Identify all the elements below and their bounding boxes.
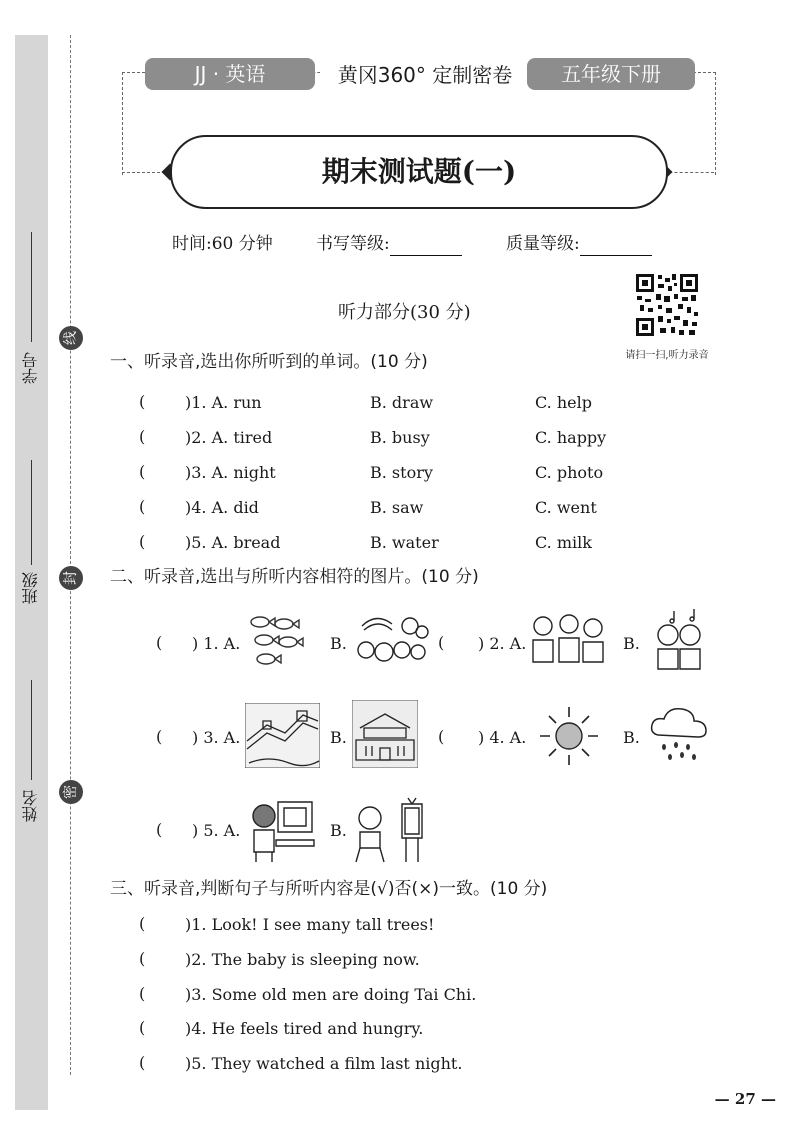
- statement: )4. He feels tired and hungry.: [185, 1019, 424, 1038]
- part2-heading: 二、听录音,选出与所听内容相符的图片。(10 分): [110, 567, 479, 587]
- answer-paren[interactable]: (: [139, 392, 146, 411]
- student-id-blank[interactable]: [31, 232, 32, 342]
- writing-grade-label: 书写等级:: [316, 234, 390, 254]
- qr-caption: 请扫一扫,听力录音: [625, 350, 709, 361]
- singing-kids-picture-icon[interactable]: [650, 605, 708, 675]
- option-a: )2. A. tired: [185, 428, 273, 447]
- class-label: 班级: [21, 572, 40, 604]
- answer-paren[interactable]: (: [139, 1018, 146, 1037]
- great-wall-picture-icon[interactable]: [245, 703, 320, 768]
- option-a: )4. A. did: [185, 498, 259, 517]
- answer-paren[interactable]: (: [156, 727, 163, 746]
- seal-secret-badge: 密: [59, 780, 83, 804]
- boy-tv-picture-icon[interactable]: [352, 796, 430, 864]
- option-a: )3. A. night: [185, 463, 276, 482]
- page-number: — 27 —: [714, 1090, 776, 1108]
- cut-line: [70, 35, 71, 1075]
- qr-code-icon[interactable]: [634, 272, 700, 338]
- class-blank[interactable]: [31, 460, 32, 565]
- item2-b-label: B.: [623, 634, 640, 653]
- statement: )3. Some old men are doing Tai Chi.: [185, 985, 477, 1004]
- children-group-picture-icon[interactable]: [527, 610, 609, 670]
- answer-paren[interactable]: (: [438, 633, 445, 652]
- item3-b-label: B.: [330, 728, 347, 747]
- option-b: B. story: [370, 463, 433, 482]
- option-c: C. help: [535, 393, 592, 412]
- option-b: B. water: [370, 533, 439, 552]
- fruit-picture-icon[interactable]: [352, 612, 432, 664]
- item2-label: ) 2. A.: [478, 634, 527, 653]
- answer-paren[interactable]: (: [139, 984, 146, 1003]
- option-b: B. draw: [370, 393, 434, 412]
- tiananmen-picture-icon[interactable]: [352, 700, 418, 768]
- item3-label: ) 3. A.: [192, 728, 241, 747]
- option-c: C. happy: [535, 428, 607, 447]
- answer-paren[interactable]: (: [139, 914, 146, 933]
- part1-heading: 一、听录音,选出你所听到的单词。(10 分): [110, 352, 428, 372]
- item1-b-label: B.: [330, 634, 347, 653]
- grade-tag: 五年级下册: [527, 58, 695, 90]
- page-title: 期末测试题(一): [170, 135, 668, 209]
- series-name: 黄冈360° 定制密卷: [320, 61, 530, 89]
- option-b: B. saw: [370, 498, 424, 517]
- option-c: C. photo: [535, 463, 604, 482]
- statement: )2. The baby is sleeping now.: [185, 950, 420, 969]
- statement: )5. They watched a film last night.: [185, 1054, 463, 1073]
- answer-paren[interactable]: (: [156, 633, 163, 652]
- answer-paren[interactable]: (: [139, 532, 146, 551]
- listening-section-title: 听力部分(30 分): [338, 302, 471, 323]
- quality-grade-label: 质量等级:: [506, 234, 580, 254]
- option-a: )1. A. run: [185, 393, 262, 412]
- answer-paren[interactable]: (: [438, 727, 445, 746]
- rain-cloud-picture-icon[interactable]: [648, 705, 712, 763]
- answer-paren[interactable]: (: [139, 1053, 146, 1072]
- statement: )1. Look! I see many tall trees!: [185, 915, 435, 934]
- option-c: C. milk: [535, 533, 592, 552]
- subject-tag: JJ · 英语: [145, 58, 315, 90]
- item5-label: ) 5. A.: [192, 821, 241, 840]
- option-b: B. busy: [370, 428, 430, 447]
- name-blank[interactable]: [31, 680, 32, 780]
- seal-line-badge: 线: [59, 326, 83, 350]
- writing-grade-blank[interactable]: [390, 237, 462, 256]
- boy-computer-picture-icon[interactable]: [248, 798, 320, 864]
- answer-paren[interactable]: (: [139, 497, 146, 516]
- time-info: 时间:60 分钟: [172, 234, 273, 254]
- option-c: C. went: [535, 498, 597, 517]
- writing-grade-field: [316, 232, 462, 256]
- part3-heading: 三、听录音,判断句子与所听内容是(√)否(×)一致。(10 分): [110, 879, 548, 899]
- item5-b-label: B.: [330, 821, 347, 840]
- answer-paren[interactable]: (: [139, 949, 146, 968]
- name-label: 姓名: [21, 790, 40, 822]
- student-id-label: 学号: [21, 352, 40, 384]
- seal-seal-badge: 封: [59, 566, 83, 590]
- answer-paren[interactable]: (: [156, 820, 163, 839]
- item1-label: ) 1. A.: [192, 634, 241, 653]
- fish-picture-icon[interactable]: [244, 612, 306, 670]
- quality-grade-field: [506, 232, 652, 256]
- option-a: )5. A. bread: [185, 533, 281, 552]
- answer-paren[interactable]: (: [139, 462, 146, 481]
- item4-label: ) 4. A.: [478, 728, 527, 747]
- sun-picture-icon[interactable]: [540, 705, 598, 765]
- quality-grade-blank[interactable]: [580, 237, 652, 256]
- item4-b-label: B.: [623, 728, 640, 747]
- answer-paren[interactable]: (: [139, 427, 146, 446]
